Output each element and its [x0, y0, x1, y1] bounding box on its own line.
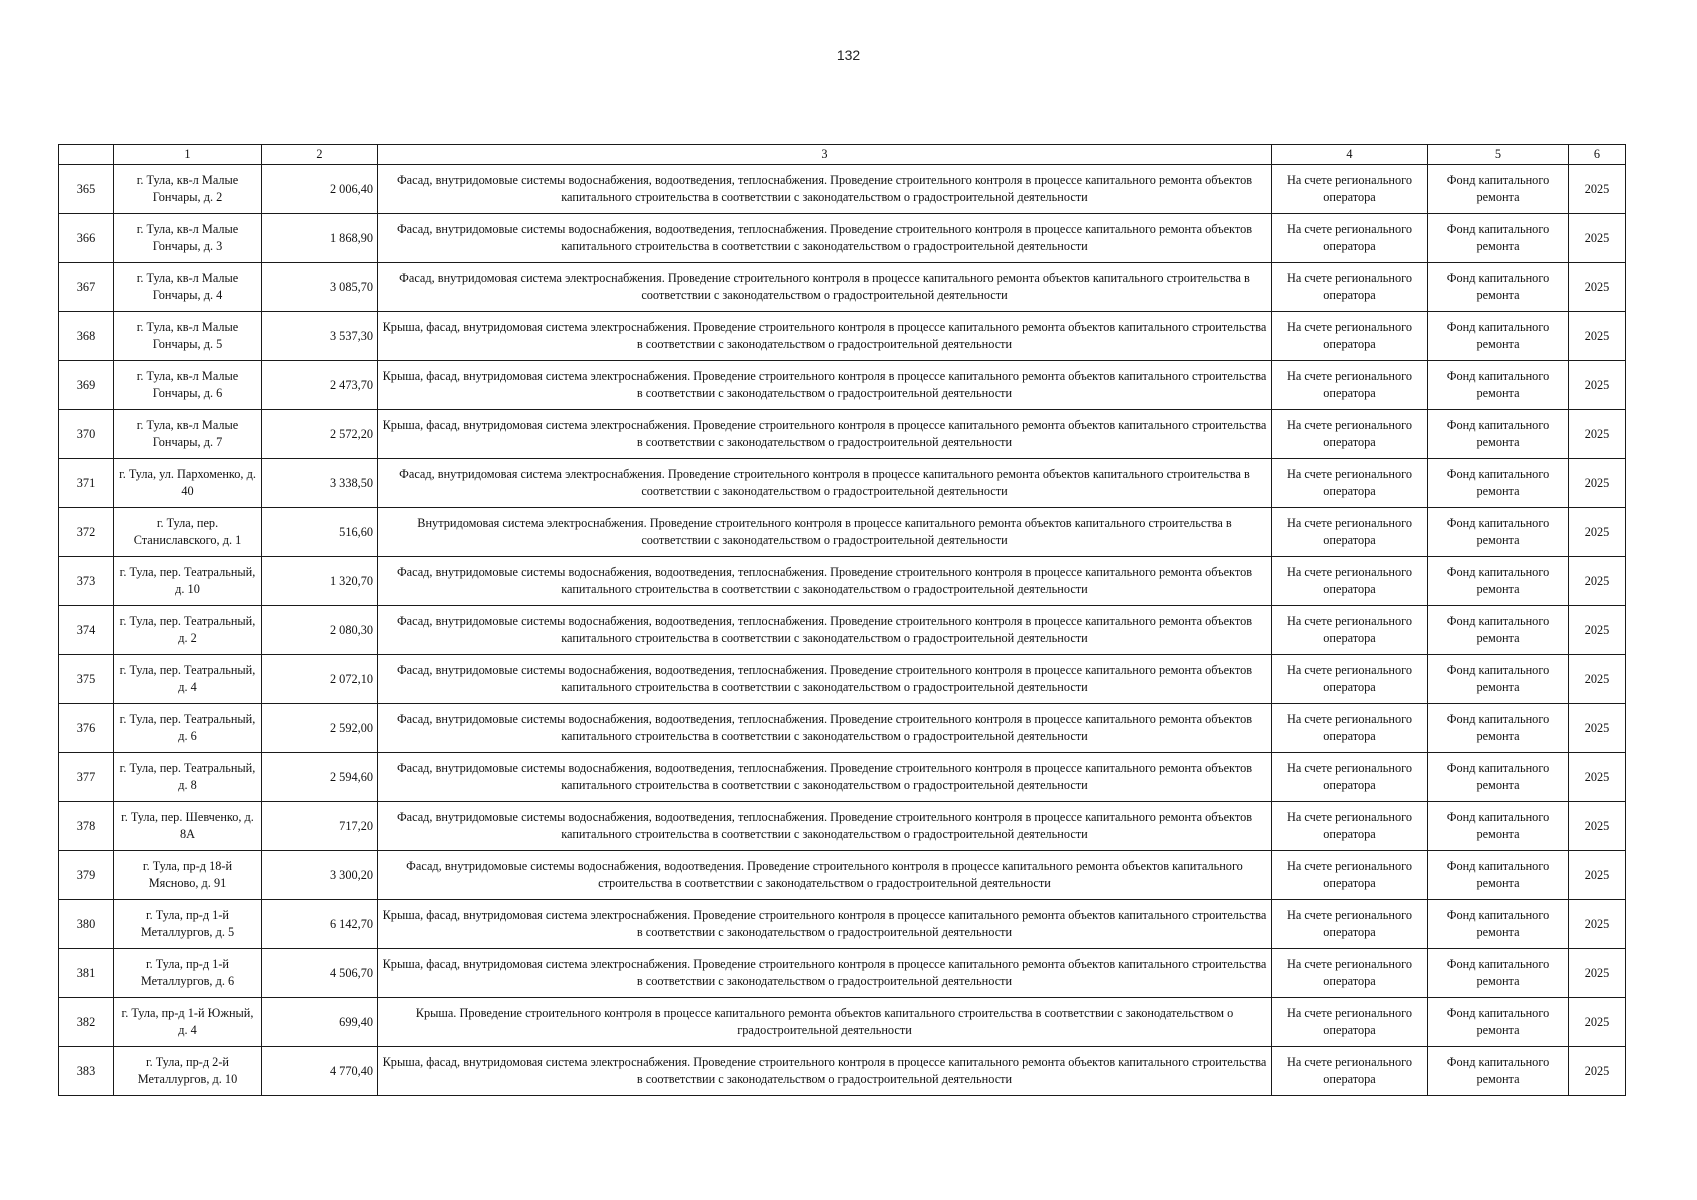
year-cell: 2025 — [1569, 704, 1626, 753]
row-number: 373 — [59, 557, 114, 606]
address-cell: г. Тула, кв-л Малые Гончары, д. 4 — [114, 263, 262, 312]
table-row — [59, 802, 1626, 851]
year-cell: 2025 — [1569, 1047, 1626, 1096]
row-number: 380 — [59, 900, 114, 949]
account-cell: На счете регионального оператора — [1272, 214, 1428, 263]
funding-cell: Фонд капитального ремонта — [1428, 900, 1569, 949]
area-cell: 2 006,40 — [262, 165, 378, 214]
row-number: 383 — [59, 1047, 114, 1096]
header-cell-0 — [59, 145, 114, 165]
address-cell: г. Тула, кв-л Малые Гончары, д. 5 — [114, 312, 262, 361]
row-number: 374 — [59, 606, 114, 655]
table-row — [59, 557, 1626, 606]
area-cell: 2 572,20 — [262, 410, 378, 459]
table-row — [59, 214, 1626, 263]
works-cell: Крыша, фасад, внутридомовая система электроснабжения. Проведение строительного контроля в процессе капитального ремонта объектов капитального строительства в соответствии с законодательством о градостроительной деятельности — [378, 410, 1272, 459]
area-cell: 1 868,90 — [262, 214, 378, 263]
address-cell: г. Тула, кв-л Малые Гончары, д. 2 — [114, 165, 262, 214]
works-cell: Фасад, внутридомовые системы водоснабжения, водоотведения. Проведение строительного контроля в процессе капитального ремонта объектов капитального строительства в соответствии с законодательством о градостроительной деятельности — [378, 851, 1272, 900]
account-cell: На счете регионального оператора — [1272, 753, 1428, 802]
account-cell: На счете регионального оператора — [1272, 802, 1428, 851]
address-cell: г. Тула, пр-д 2-й Металлургов, д. 10 — [114, 1047, 262, 1096]
header-cell-5: 5 — [1428, 145, 1569, 165]
address-cell: г. Тула, пер. Станиславского, д. 1 — [114, 508, 262, 557]
works-cell: Фасад, внутридомовая система электроснабжения. Проведение строительного контроля в процессе капитального ремонта объектов капитального строительства в соответствии с законодательством о градостроительной деятельности — [378, 263, 1272, 312]
row-number: 367 — [59, 263, 114, 312]
works-cell: Фасад, внутридомовые системы водоснабжения, водоотведения, теплоснабжения. Проведение строительного контроля в процессе капитального ремонта объектов капитального строительства в соответствии с законодательством о градостроительной деятельности — [378, 802, 1272, 851]
capital-repair-table — [58, 144, 1626, 1096]
works-cell: Фасад, внутридомовые системы водоснабжения, водоотведения, теплоснабжения. Проведение строительного контроля в процессе капитального ремонта объектов капитального строительства в соответствии с законодательством о градостроительной деятельности — [378, 606, 1272, 655]
funding-cell: Фонд капитального ремонта — [1428, 802, 1569, 851]
area-cell: 2 594,60 — [262, 753, 378, 802]
table-row — [59, 263, 1626, 312]
address-cell: г. Тула, пер. Театральный, д. 8 — [114, 753, 262, 802]
works-cell: Фасад, внутридомовые системы водоснабжения, водоотведения, теплоснабжения. Проведение строительного контроля в процессе капитального ремонта объектов капитального строительства в соответствии с законодательством о градостроительной деятельности — [378, 704, 1272, 753]
row-number: 375 — [59, 655, 114, 704]
row-number: 378 — [59, 802, 114, 851]
address-cell: г. Тула, пер. Театральный, д. 2 — [114, 606, 262, 655]
works-cell: Фасад, внутридомовые системы водоснабжения, водоотведения, теплоснабжения. Проведение строительного контроля в процессе капитального ремонта объектов капитального строительства в соответствии с законодательством о градостроительной деятельности — [378, 753, 1272, 802]
account-cell: На счете регионального оператора — [1272, 998, 1428, 1047]
works-cell: Крыша, фасад, внутридомовая система электроснабжения. Проведение строительного контроля в процессе капитального ремонта объектов капитального строительства в соответствии с законодательством о градостроительной деятельности — [378, 312, 1272, 361]
account-cell: На счете регионального оператора — [1272, 851, 1428, 900]
table-row — [59, 606, 1626, 655]
funding-cell: Фонд капитального ремонта — [1428, 557, 1569, 606]
row-number: 372 — [59, 508, 114, 557]
works-cell: Внутридомовая система электроснабжения. Проведение строительного контроля в процессе капитального ремонта объектов капитального строительства в соответствии с законодательством о градостроительной деятельности — [378, 508, 1272, 557]
header-row — [59, 145, 1626, 165]
funding-cell: Фонд капитального ремонта — [1428, 312, 1569, 361]
area-cell: 3 300,20 — [262, 851, 378, 900]
year-cell: 2025 — [1569, 900, 1626, 949]
account-cell: На счете регионального оператора — [1272, 900, 1428, 949]
address-cell: г. Тула, пер. Театральный, д. 6 — [114, 704, 262, 753]
address-cell: г. Тула, пр-д 1-й Металлургов, д. 6 — [114, 949, 262, 998]
works-cell: Крыша, фасад, внутридомовая система электроснабжения. Проведение строительного контроля в процессе капитального ремонта объектов капитального строительства в соответствии с законодательством о градостроительной деятельности — [378, 361, 1272, 410]
works-cell: Крыша, фасад, внутридомовая система электроснабжения. Проведение строительного контроля в процессе капитального ремонта объектов капитального строительства в соответствии с законодательством о градостроительной деятельности — [378, 1047, 1272, 1096]
header-cell-3: 3 — [378, 145, 1272, 165]
works-cell: Фасад, внутридомовые системы водоснабжения, водоотведения, теплоснабжения. Проведение строительного контроля в процессе капитального ремонта объектов капитального строительства в соответствии с законодательством о градостроительной деятельности — [378, 655, 1272, 704]
account-cell: На счете регионального оператора — [1272, 655, 1428, 704]
year-cell: 2025 — [1569, 998, 1626, 1047]
account-cell: На счете регионального оператора — [1272, 557, 1428, 606]
account-cell: На счете регионального оператора — [1272, 263, 1428, 312]
funding-cell: Фонд капитального ремонта — [1428, 851, 1569, 900]
header-cell-4: 4 — [1272, 145, 1428, 165]
funding-cell: Фонд капитального ремонта — [1428, 263, 1569, 312]
account-cell: На счете регионального оператора — [1272, 459, 1428, 508]
row-number: 382 — [59, 998, 114, 1047]
area-cell: 3 338,50 — [262, 459, 378, 508]
header-cell-2: 2 — [262, 145, 378, 165]
table-row — [59, 851, 1626, 900]
year-cell: 2025 — [1569, 802, 1626, 851]
works-cell: Фасад, внутридомовые системы водоснабжения, водоотведения, теплоснабжения. Проведение строительного контроля в процессе капитального ремонта объектов капитального строительства в соответствии с законодательством о градостроительной деятельности — [378, 557, 1272, 606]
address-cell: г. Тула, пр-д 18-й Мясново, д. 91 — [114, 851, 262, 900]
address-cell: г. Тула, ул. Пархоменко, д. 40 — [114, 459, 262, 508]
row-number: 368 — [59, 312, 114, 361]
account-cell: На счете регионального оператора — [1272, 949, 1428, 998]
funding-cell: Фонд капитального ремонта — [1428, 508, 1569, 557]
funding-cell: Фонд капитального ремонта — [1428, 704, 1569, 753]
area-cell: 6 142,70 — [262, 900, 378, 949]
year-cell: 2025 — [1569, 949, 1626, 998]
area-cell: 2 080,30 — [262, 606, 378, 655]
row-number: 366 — [59, 214, 114, 263]
funding-cell: Фонд капитального ремонта — [1428, 1047, 1569, 1096]
area-cell: 717,20 — [262, 802, 378, 851]
row-number: 381 — [59, 949, 114, 998]
area-cell: 2 592,00 — [262, 704, 378, 753]
area-cell: 516,60 — [262, 508, 378, 557]
year-cell: 2025 — [1569, 165, 1626, 214]
year-cell: 2025 — [1569, 508, 1626, 557]
funding-cell: Фонд капитального ремонта — [1428, 361, 1569, 410]
row-number: 365 — [59, 165, 114, 214]
address-cell: г. Тула, пер. Театральный, д. 10 — [114, 557, 262, 606]
year-cell: 2025 — [1569, 410, 1626, 459]
table-row — [59, 949, 1626, 998]
address-cell: г. Тула, пр-д 1-й Металлургов, д. 5 — [114, 900, 262, 949]
year-cell: 2025 — [1569, 753, 1626, 802]
address-cell: г. Тула, пер. Шевченко, д. 8А — [114, 802, 262, 851]
year-cell: 2025 — [1569, 312, 1626, 361]
table-row — [59, 459, 1626, 508]
account-cell: На счете регионального оператора — [1272, 508, 1428, 557]
works-cell: Фасад, внутридомовая система электроснабжения. Проведение строительного контроля в процессе капитального ремонта объектов капитального строительства в соответствии с законодательством о градостроительной деятельности — [378, 459, 1272, 508]
table-row — [59, 1047, 1626, 1096]
year-cell: 2025 — [1569, 851, 1626, 900]
account-cell: На счете регионального оператора — [1272, 410, 1428, 459]
table-row — [59, 998, 1626, 1047]
area-cell: 4 506,70 — [262, 949, 378, 998]
address-cell: г. Тула, кв-л Малые Гончары, д. 3 — [114, 214, 262, 263]
year-cell: 2025 — [1569, 606, 1626, 655]
account-cell: На счете регионального оператора — [1272, 1047, 1428, 1096]
area-cell: 4 770,40 — [262, 1047, 378, 1096]
account-cell: На счете регионального оператора — [1272, 312, 1428, 361]
header-cell-6: 6 — [1569, 145, 1626, 165]
area-cell: 3 085,70 — [262, 263, 378, 312]
address-cell: г. Тула, пр-д 1-й Южный, д. 4 — [114, 998, 262, 1047]
row-number: 370 — [59, 410, 114, 459]
year-cell: 2025 — [1569, 459, 1626, 508]
area-cell: 699,40 — [262, 998, 378, 1047]
row-number: 376 — [59, 704, 114, 753]
funding-cell: Фонд капитального ремонта — [1428, 165, 1569, 214]
table-row — [59, 655, 1626, 704]
row-number: 369 — [59, 361, 114, 410]
account-cell: На счете регионального оператора — [1272, 361, 1428, 410]
table-body — [59, 165, 1626, 1096]
address-cell: г. Тула, кв-л Малые Гончары, д. 6 — [114, 361, 262, 410]
year-cell: 2025 — [1569, 214, 1626, 263]
year-cell: 2025 — [1569, 557, 1626, 606]
year-cell: 2025 — [1569, 263, 1626, 312]
area-cell: 2 072,10 — [262, 655, 378, 704]
account-cell: На счете регионального оператора — [1272, 165, 1428, 214]
address-cell: г. Тула, кв-л Малые Гончары, д. 7 — [114, 410, 262, 459]
account-cell: На счете регионального оператора — [1272, 606, 1428, 655]
table-row — [59, 312, 1626, 361]
row-number: 371 — [59, 459, 114, 508]
address-cell: г. Тула, пер. Театральный, д. 4 — [114, 655, 262, 704]
page-number: 132 — [836, 47, 861, 63]
area-cell: 1 320,70 — [262, 557, 378, 606]
area-cell: 3 537,30 — [262, 312, 378, 361]
works-cell: Крыша, фасад, внутридомовая система электроснабжения. Проведение строительного контроля в процессе капитального ремонта объектов капитального строительства в соответствии с законодательством о градостроительной деятельности — [378, 949, 1272, 998]
table-row — [59, 165, 1626, 214]
funding-cell: Фонд капитального ремонта — [1428, 949, 1569, 998]
header-cell-1: 1 — [114, 145, 262, 165]
funding-cell: Фонд капитального ремонта — [1428, 214, 1569, 263]
works-cell: Крыша, фасад, внутридомовая система электроснабжения. Проведение строительного контроля в процессе капитального ремонта объектов капитального строительства в соответствии с законодательством о градостроительной деятельности — [378, 900, 1272, 949]
year-cell: 2025 — [1569, 655, 1626, 704]
row-number: 379 — [59, 851, 114, 900]
works-cell: Фасад, внутридомовые системы водоснабжения, водоотведения, теплоснабжения. Проведение строительного контроля в процессе капитального ремонта объектов капитального строительства в соответствии с законодательством о градостроительной деятельности — [378, 165, 1272, 214]
funding-cell: Фонд капитального ремонта — [1428, 410, 1569, 459]
account-cell: На счете регионального оператора — [1272, 704, 1428, 753]
funding-cell: Фонд капитального ремонта — [1428, 753, 1569, 802]
funding-cell: Фонд капитального ремонта — [1428, 459, 1569, 508]
table-row — [59, 508, 1626, 557]
table-row — [59, 410, 1626, 459]
table-row — [59, 361, 1626, 410]
table-row — [59, 753, 1626, 802]
funding-cell: Фонд капитального ремонта — [1428, 606, 1569, 655]
row-number: 377 — [59, 753, 114, 802]
area-cell: 2 473,70 — [262, 361, 378, 410]
table-row — [59, 900, 1626, 949]
works-cell: Фасад, внутридомовые системы водоснабжения, водоотведения, теплоснабжения. Проведение строительного контроля в процессе капитального ремонта объектов капитального строительства в соответствии с законодательством о градостроительной деятельности — [378, 214, 1272, 263]
funding-cell: Фонд капитального ремонта — [1428, 655, 1569, 704]
works-cell: Крыша. Проведение строительного контроля в процессе капитального ремонта объектов капитального строительства в соответствии с законодательством о градостроительной деятельности — [378, 998, 1272, 1047]
table-row — [59, 704, 1626, 753]
year-cell: 2025 — [1569, 361, 1626, 410]
funding-cell: Фонд капитального ремонта — [1428, 998, 1569, 1047]
